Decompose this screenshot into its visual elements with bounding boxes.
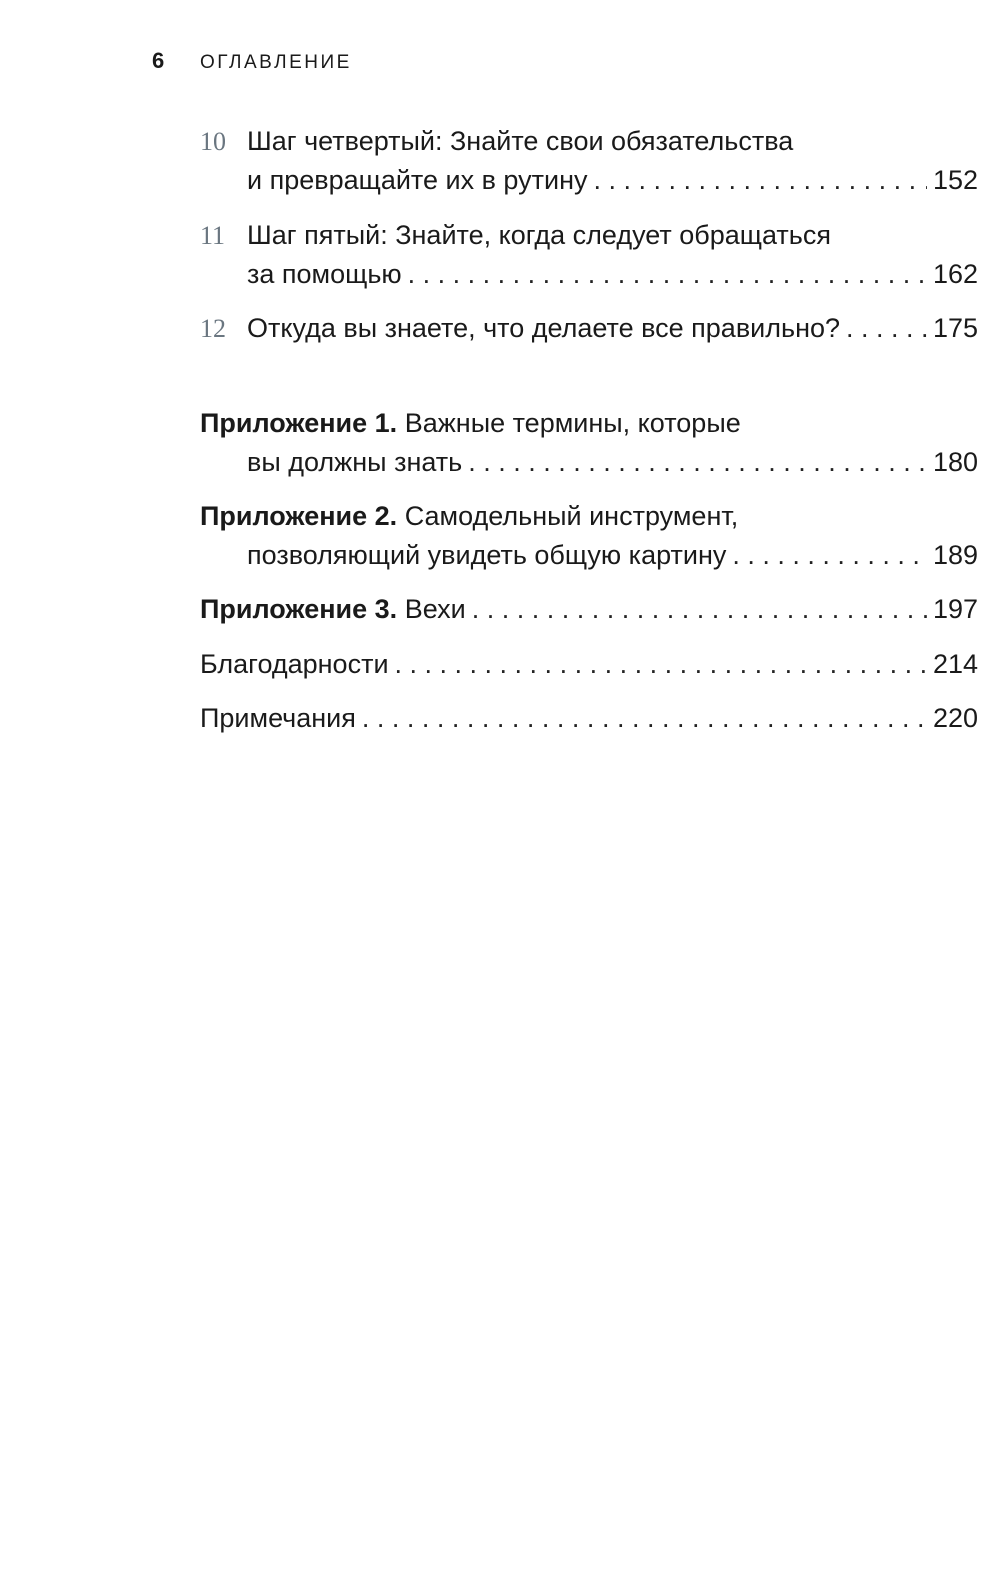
dot-leader bbox=[472, 594, 927, 625]
dot-leader bbox=[468, 447, 927, 478]
entry-page: 162 bbox=[932, 259, 978, 289]
page-number: 6 bbox=[152, 48, 165, 73]
toc-entry-appendix-1[interactable] bbox=[200, 408, 978, 486]
entry-page: 197 bbox=[932, 594, 978, 624]
chapter-number: 11 bbox=[200, 221, 226, 250]
appendix-label: Приложение 2. bbox=[200, 501, 398, 531]
entry-title: Откуда вы знаете, что делаете все правильно? bbox=[247, 313, 841, 343]
entry-page: 220 bbox=[932, 703, 978, 733]
entry-title-cont: и превращайте их в рутину bbox=[247, 165, 588, 195]
entry-title: Шаг четвертый: Знайте свои обязательства bbox=[247, 126, 794, 156]
entry-page: 175 bbox=[932, 313, 978, 343]
entry-title: Вехи bbox=[404, 594, 466, 624]
toc-entry-chapter-11[interactable] bbox=[200, 220, 978, 298]
dot-leader bbox=[846, 313, 927, 344]
toc-entry-notes[interactable] bbox=[200, 703, 978, 742]
entry-page: 152 bbox=[932, 165, 978, 195]
running-header bbox=[152, 48, 352, 74]
appendix-label: Приложение 3. bbox=[200, 594, 398, 624]
chapter-number: 10 bbox=[200, 127, 226, 156]
entry-title-cont: позволяющий увидеть общую картину bbox=[247, 540, 727, 570]
entry-title: Шаг пятый: Знайте, когда следует обращаться bbox=[247, 220, 831, 250]
entry-page: 189 bbox=[932, 540, 978, 570]
dot-leader bbox=[732, 540, 927, 571]
toc-entry-appendix-2[interactable] bbox=[200, 501, 978, 579]
dot-leader bbox=[594, 165, 927, 196]
toc-entry-chapter-10[interactable] bbox=[200, 126, 978, 204]
appendix-label: Приложение 1. bbox=[200, 408, 398, 438]
entry-page: 180 bbox=[932, 447, 978, 477]
toc-entry-acknowledgements[interactable] bbox=[200, 649, 978, 688]
chapter-number: 12 bbox=[200, 314, 226, 343]
entry-title-cont: за помощью bbox=[247, 259, 402, 289]
dot-leader bbox=[395, 649, 927, 680]
entry-title: Примечания bbox=[200, 703, 356, 733]
entry-title: Самодельный инструмент, bbox=[404, 501, 739, 531]
entry-title: Важные термины, которые bbox=[404, 408, 741, 438]
entry-title: Благодарности bbox=[200, 649, 389, 679]
dot-leader bbox=[408, 259, 927, 290]
section-title: ОГЛАВЛЕНИЕ bbox=[200, 52, 352, 73]
toc-entry-chapter-12[interactable] bbox=[200, 313, 978, 352]
entry-title-cont: вы должны знать bbox=[247, 447, 463, 477]
entry-page: 214 bbox=[932, 649, 978, 679]
dot-leader bbox=[362, 703, 927, 734]
toc-entry-appendix-3[interactable] bbox=[200, 594, 978, 633]
